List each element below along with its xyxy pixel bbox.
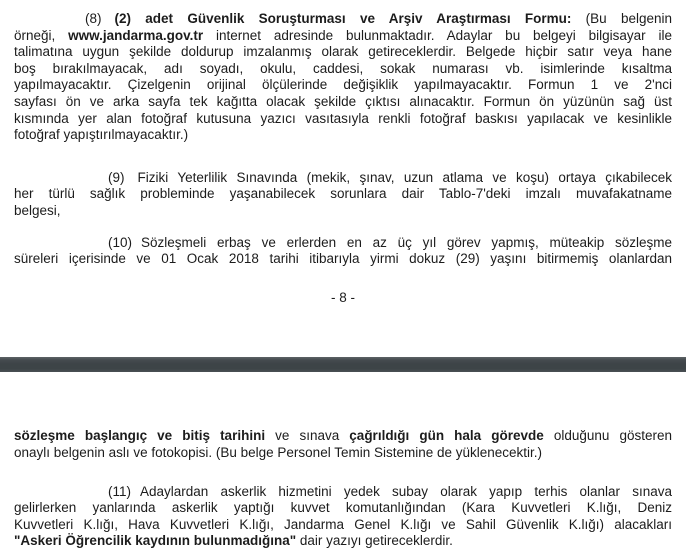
text-line: [14, 28, 672, 45]
text-segment: dair yazıyı getireceklerdir.: [296, 533, 453, 549]
text-segment: (11): [108, 483, 132, 499]
text-segment: internet adresinde bulunmaktadır. Adaylar bu belgeyi bilgisayar ile: [203, 27, 672, 43]
text-segment: yapılmayacaktır. Çizelgenin orijinal ölçülerinde değişiklik yapılmayacaktır. Formun 1 ve 2'nci: [14, 77, 672, 93]
tab-space: [14, 495, 108, 496]
paragraph-item-11: [14, 484, 672, 550]
tab-space: [131, 495, 140, 496]
paragraph-item-10: [14, 235, 672, 268]
text-line: [14, 44, 672, 61]
document-page-9: [0, 372, 686, 550]
paragraph-item-9: [14, 170, 672, 220]
text-line: [14, 500, 672, 517]
text-line: [14, 170, 672, 187]
page-9-paragraphs: [14, 428, 672, 550]
page-8-paragraphs: [14, 11, 672, 268]
text-segment: fotoğraf yapıştırılmayacaktır.): [14, 127, 189, 143]
text-segment: kısmında yer alan fotoğraf kutusuna yazıcı vasıtasıyla renkli fotoğraf baskısı yapılacak ve kesinlikle: [14, 110, 672, 126]
text-line: [14, 251, 672, 268]
page-number: - 8 -: [330, 289, 355, 305]
bold-text-segment: sözleşme başlangıç ve bitiş tarihini: [14, 428, 266, 444]
paragraph-item-8: [14, 11, 672, 144]
text-line: [14, 428, 672, 445]
text-segment: her türlü sağlık probleminde yaşanabilecek sorunlara dair Tablo-7'deki imzalı muvafakatname: [14, 186, 672, 202]
text-segment: örneği,: [14, 27, 69, 43]
text-segment: Fiziki Yeterlilik Sınavında (mekik, şınav, uzun atlama ve koşu) ortaya çıkabilecek: [137, 169, 672, 185]
tab-space: [102, 22, 115, 23]
tab-space: [125, 181, 138, 182]
bold-text-segment: www.jandarma.gov.tr: [68, 27, 204, 43]
text-line: [14, 533, 672, 550]
text-line: [14, 61, 672, 78]
text-segment: belgesi,: [14, 202, 61, 218]
tab-space: [132, 246, 141, 247]
tab-space: [14, 181, 108, 182]
text-segment: sayfası ön ve arka sayfa tek kağıtta olacak şekilde çıktısı alınacaktır. Formun ön yüzünün sağ üst: [14, 93, 672, 109]
text-line: [14, 517, 672, 534]
text-segment: (10): [108, 234, 133, 250]
text-segment: talimatına uygun şekilde doldurup imzalanmış olarak getireceklerdir. Belgede hiçbir satır veya hane: [14, 44, 672, 60]
text-segment: (8): [85, 11, 102, 26]
paragraph-continuation: [14, 428, 672, 461]
text-line: [14, 186, 672, 203]
text-segment: boş bırakılmayacak, adı soyadı, okulu, caddesi, sokak numarası vb. isimlerinde kısaltma: [14, 60, 672, 76]
text-line: [14, 235, 672, 252]
text-line: [14, 11, 672, 28]
text-segment: Sözleşmeli erbaş ve erlerden en az üç yıl görev yapmış, müteakip sözleşme: [141, 234, 672, 250]
tab-space: [14, 246, 108, 247]
text-segment: (9): [108, 169, 125, 185]
text-segment: onaylı belgenin aslı ve fotokopisi. (Bu belge Personel Temin Sistemine de yüklenecektir.): [14, 444, 543, 460]
text-segment: ve sınava: [265, 428, 350, 444]
text-line: [14, 77, 672, 94]
text-line: [14, 127, 672, 144]
text-line: [14, 94, 672, 111]
text-segment: Kuvvetleri K.lığı, Hava Kuvvetleri K.lığı, Jandarma Genel K.lığı ve Sahil Güvenlik K.lığı) alacakları: [14, 516, 672, 532]
tab-space: [14, 22, 85, 23]
text-segment: olduğunu gösteren: [543, 428, 672, 444]
text-line: [14, 484, 672, 501]
text-segment: Adaylardan askerlik hizmetini yedek subay olarak yapıp terhis olanlar sınava: [140, 483, 672, 499]
page-separator-bar: [0, 357, 686, 372]
text-segment: (Bu belgenin: [571, 11, 672, 26]
text-line: [14, 111, 672, 128]
bold-text-segment: "Askeri Öğrencilik kaydının bulunmadığına": [14, 533, 297, 549]
text-line: [14, 203, 672, 220]
text-line: [14, 445, 672, 462]
text-segment: gelirlerken yanlarında askerlik yaptığı kuvvet komutanlığından (Kara Kuvvetleri K.lığı, Deniz: [14, 500, 672, 516]
bold-text-segment: çağrıldığı gün hala görevde: [349, 428, 544, 444]
text-segment: süreleri içerisinde ve 01 Ocak 2018 tarihi itibarıyla yirmi dokuz (29) yaşını bitirmemiş olanlardan: [14, 251, 672, 267]
bold-text-segment: (2) adet Güvenlik Soruşturması ve Arşiv Araştırması Formu:: [114, 11, 572, 26]
